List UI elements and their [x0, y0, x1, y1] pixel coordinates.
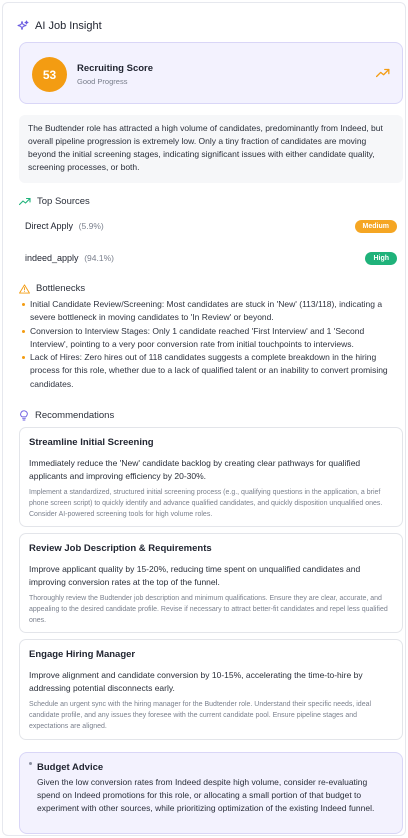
recommendations-heading [19, 410, 114, 421]
recommendation-title: Engage Hiring Manager [29, 649, 136, 660]
source-quality-badge: High [365, 252, 397, 265]
top-sources-heading [19, 196, 90, 207]
recommendation-detail: Thoroughly review the Budtender job description and minimum qualifications. Ensure they are clear, accurate, and appealing to the desired candidate profile. Revise if necessary to attract better-fit candidates and repel less qualified ones. [29, 595, 388, 624]
bottlenecks-title: Bottlenecks [36, 283, 86, 294]
recommendation-goal: Improve alignment and candidate conversion by 10-15%, accelerating the time-to-hire by addressing potential disconnects early. [29, 670, 363, 693]
source-row [19, 213, 403, 239]
insight-summary: The Budtender role has attracted a high volume of candidates, predominantly from Indeed, but overall pipeline progression is extremely low. Only a tiny fraction of candidates are moving beyond the initial screening stages, indicating significant issues with either candidate quality, screening processes, or both. [19, 115, 403, 183]
panel-header [17, 20, 102, 32]
budget-advice-card [19, 752, 403, 834]
recommendations-title: Recommendations [35, 410, 115, 421]
bottleneck-item: Lack of Hires: Zero hires out of 118 candidates suggests a complete breakdown in the hiring process for this role, whether due to a lack of qualified talent or an inability to convert promising candidates. [22, 351, 400, 391]
source-name: indeed_apply [25, 252, 79, 263]
recommendation-card [19, 639, 403, 740]
source-percent: (5.9%) [78, 220, 104, 231]
bottlenecks-heading [19, 283, 85, 294]
recruiting-score-card [19, 42, 403, 104]
bottleneck-item: Conversion to Interview Stages: Only 1 candidate reached 'First Interview' and 1 'Second Interview', pointing to a very poor conversion rate from initial touchpoints to interviews. [22, 325, 400, 352]
recommendation-card [19, 533, 403, 633]
recommendation-detail: Implement a standardized, structured initial screening process (e.g., qualifying questions in the application, a brief phone screen script) to quickly identify and advance qualified candidates, and quickly disposition unqualified ones. Consider AI-powered screening tools for high volume roles. [29, 489, 383, 518]
bullet-dot [29, 762, 32, 765]
recommendation-goal: Immediately reduce the 'New' candidate backlog by creating clear pathways for qualified applicants and improving efficiency by 20-30%. [29, 458, 361, 481]
top-sources-title: Top Sources [37, 196, 90, 207]
warning-icon [19, 284, 30, 294]
panel-title: AI Job Insight [35, 20, 102, 32]
bottlenecks-list [22, 298, 400, 391]
recommendation-card [19, 427, 403, 527]
score-subtitle: Good Progress [77, 77, 128, 86]
sparkle-icon [17, 20, 29, 32]
budget-advice-title: Budget Advice [37, 762, 104, 773]
recommendation-title: Review Job Description & Requirements [29, 543, 212, 554]
recommendation-title: Streamline Initial Screening [29, 437, 154, 448]
source-name: Direct Apply [25, 220, 74, 231]
trending-up-icon [19, 197, 31, 206]
trending-up-icon [376, 68, 390, 78]
recommendation-goal: Improve applicant quality by 15-20%, reducing time spent on unqualified candidates and improving conversion rates at the top of the funnel. [29, 564, 361, 587]
score-title: Recruiting Score [77, 63, 154, 74]
source-quality-badge: Medium [355, 220, 397, 233]
source-percent: (94.1%) [84, 252, 114, 263]
score-badge: 53 [32, 57, 67, 92]
recommendation-detail: Schedule an urgent sync with the hiring manager for the Budtender role. Understand their specific needs, ideal candidate profile, and any issues they foresee with the current candidate pool. Ensure pipeline stages and expectations are aligned. [29, 701, 372, 730]
bottleneck-item: Initial Candidate Review/Screening: Most candidates are stuck in 'New' (113/118), indicating a severe bottleneck in moving candidates to 'In Review' or beyond. [22, 298, 400, 325]
lightbulb-icon [19, 410, 29, 421]
source-row [19, 245, 403, 271]
budget-advice-text: Given the low conversion rates from Indeed despite high volume, consider re-evaluating spend on Indeed promotions for this role, or allocating a small portion of that budget to experiment with other sources, while prioritizing optimization of the existing Indeed funnel. [37, 777, 375, 814]
